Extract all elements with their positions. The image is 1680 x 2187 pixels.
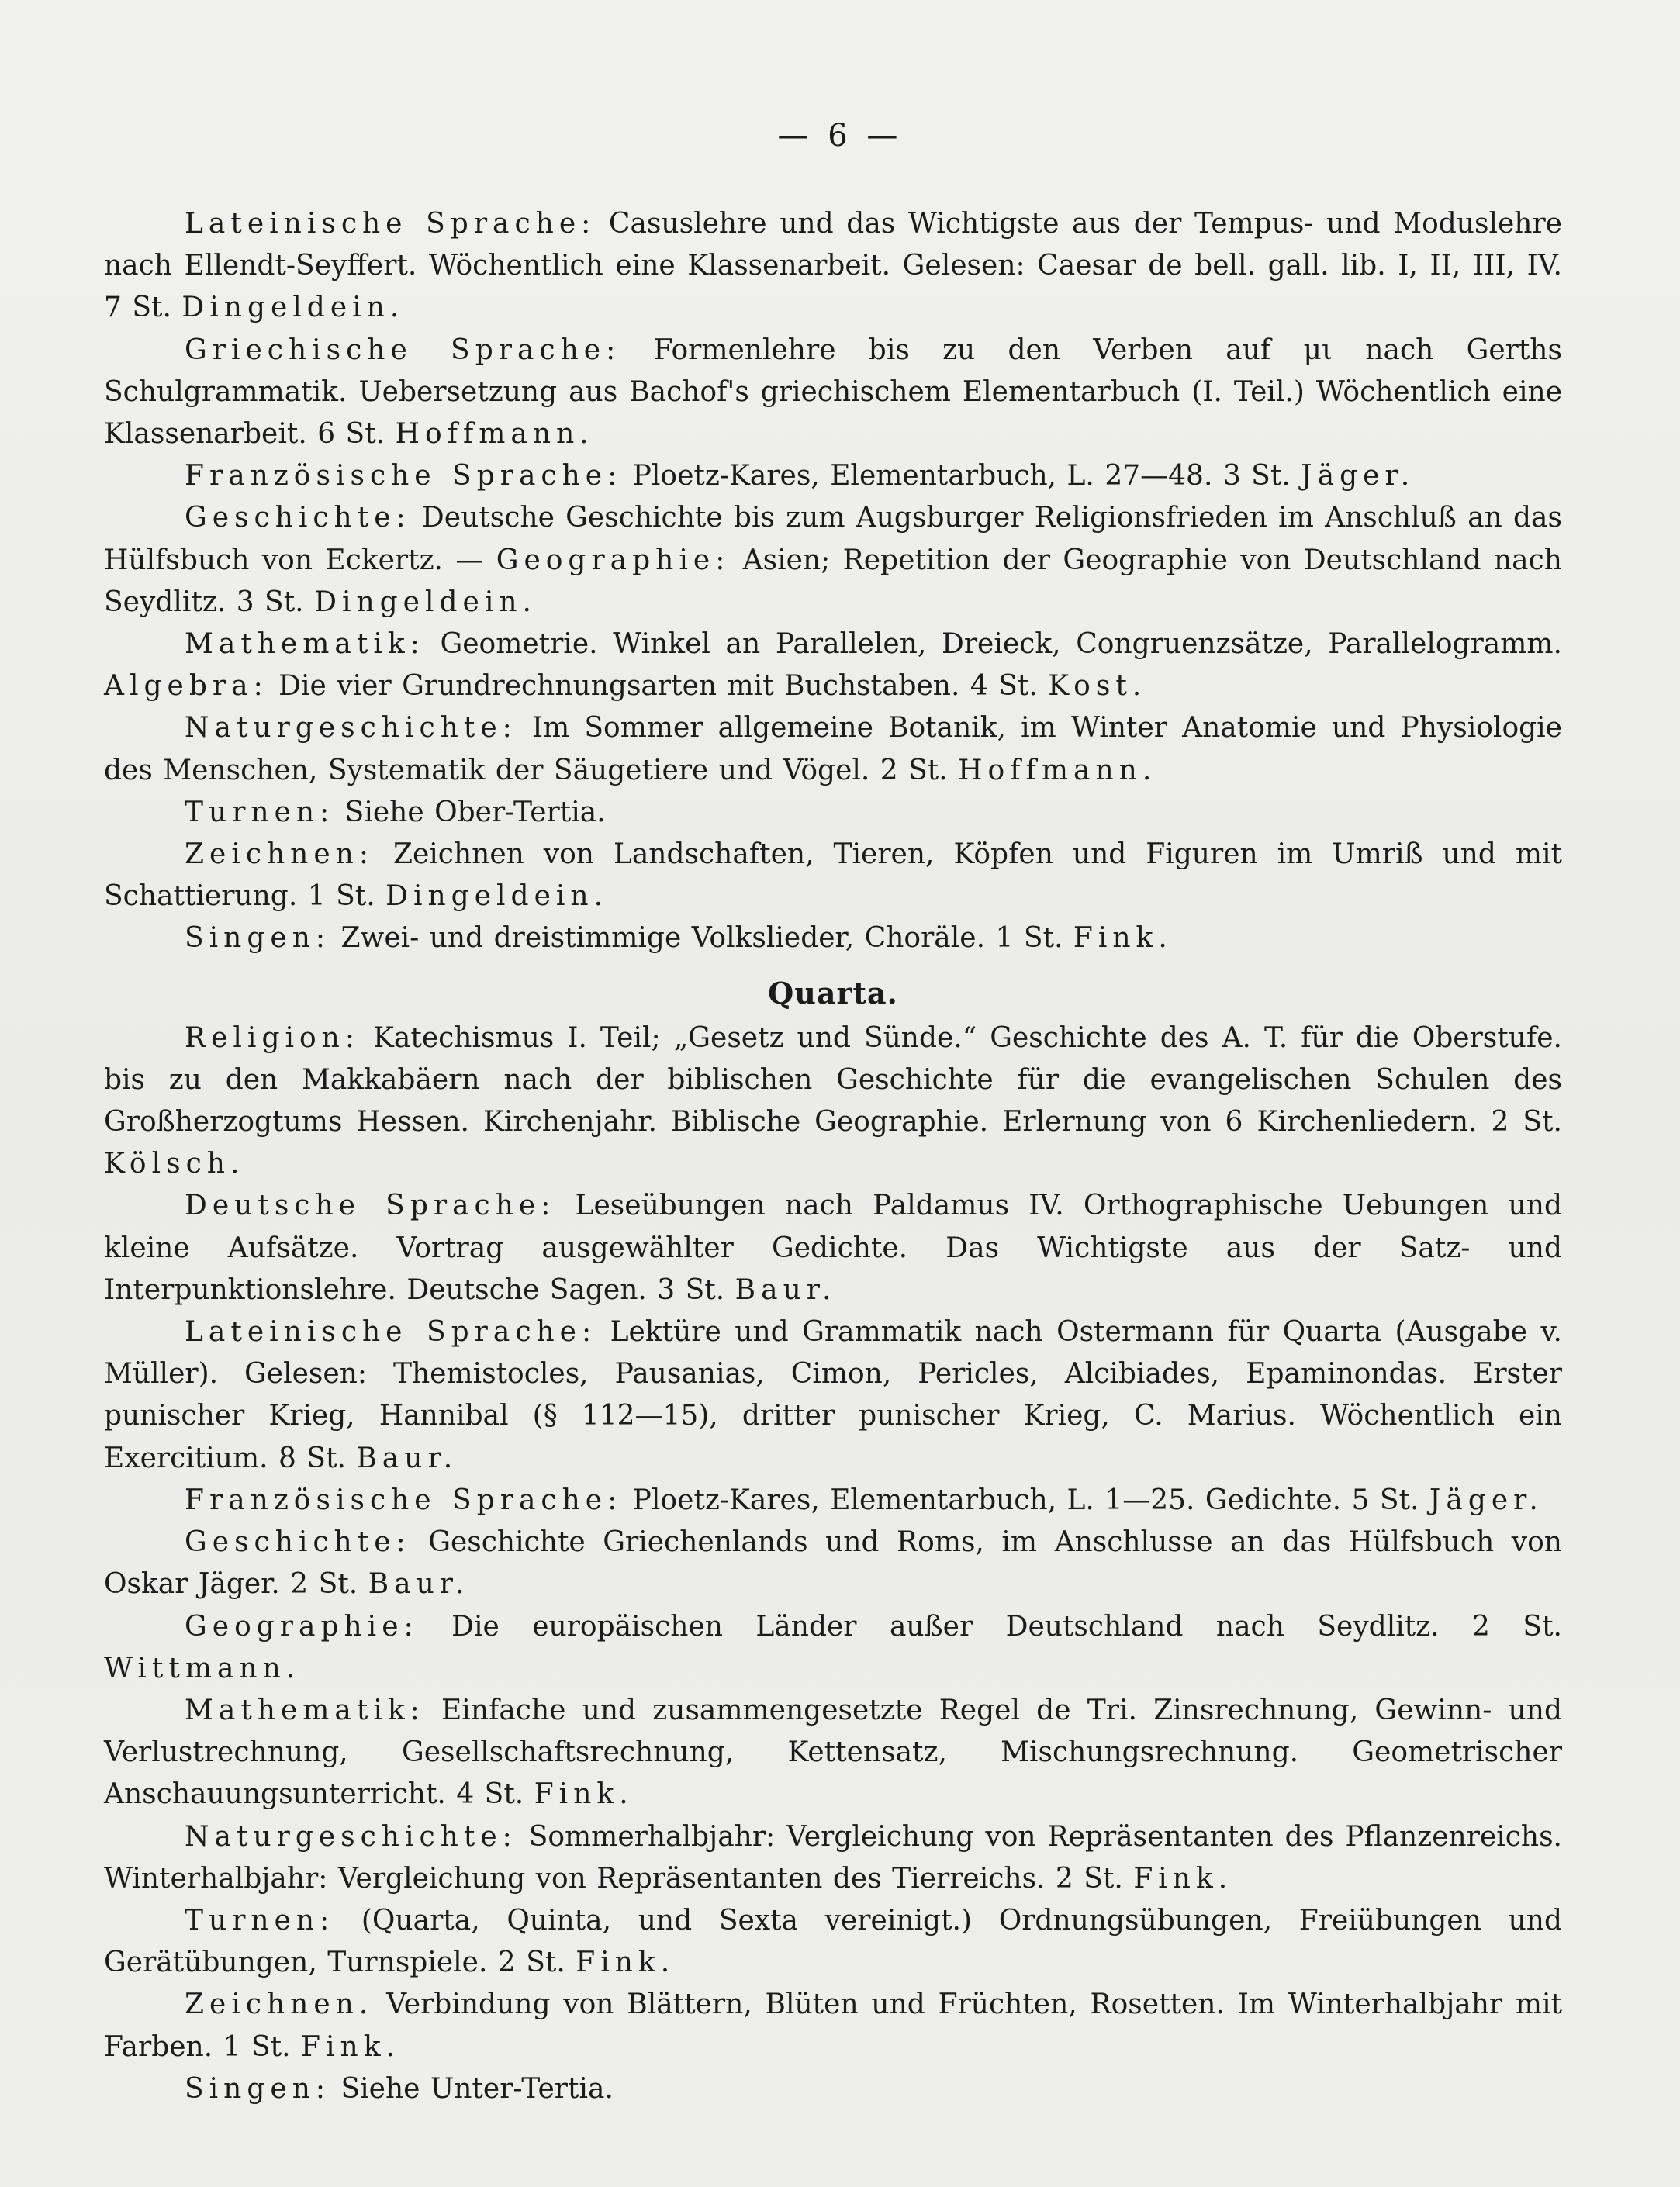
subject-paragraph <box>104 1311 1562 1480</box>
subject-text: Die europäischen Länder außer Deutschland nach Seydlitz. 2 St. <box>451 1610 1562 1643</box>
teacher-name: Fink. <box>1073 922 1173 955</box>
subject-paragraph <box>104 792 1562 834</box>
subject-paragraph <box>104 455 1562 497</box>
subject-text: (Quarta, Quinta, und Sexta vereinigt.) Ordnungsübungen, Freiübungen und Gerätübungen, Turnspiele. 2 St. <box>104 1904 1562 1979</box>
teacher-name: Jäger. <box>1429 1484 1543 1516</box>
subject-text: Leseübungen nach Paldamus IV. Orthographische Uebungen und kleine Aufsätze. Vortrag ausgewählter Gedichte. Das Wichtigste aus der Satz- und Interpunktionslehre. Deutsche Sagen. 3 St. <box>104 1190 1562 1306</box>
subject-label: Singen: <box>185 2072 331 2105</box>
subject-label: Turnen: <box>185 796 335 828</box>
subject-paragraph <box>104 1816 1562 1900</box>
subject-label: Mathematik: <box>185 628 425 661</box>
subject-paragraph <box>104 1690 1562 1816</box>
subject-text: Zeichnen von Landschaften, Tieren, Köpfen und Figuren im Umriß und mit Schattierung. 1 St. <box>104 838 1562 913</box>
section-title-quarta: Quarta. <box>768 975 898 1011</box>
subject-text: Sommerhalbjahr: Vergleichung von Repräsentanten des Pflanzenreichs. Winterhalbjahr: Vergleichung von Repräsentanten des Tierreichs. 2 St. <box>104 1820 1562 1895</box>
subject-paragraph <box>104 2068 1562 2110</box>
teacher-name: Dingeldein. <box>314 586 537 618</box>
teacher-name: Kost. <box>1048 670 1147 703</box>
subject-text-secondary: Die vier Grundrechnungsarten mit Buchstaben. 4 St. <box>278 670 1038 703</box>
subject-paragraph <box>104 1017 1562 1186</box>
subject-label: Singen: <box>185 922 331 955</box>
subject-text: Zwei- und dreistimmige Volkslieder, Choräle. 1 St. <box>340 922 1063 955</box>
subject-label: Turnen: <box>185 1904 335 1937</box>
subject-label: Geschichte: <box>185 1526 411 1559</box>
teacher-name: Baur. <box>368 1568 470 1601</box>
subject-text: Siehe Unter-Tertia. <box>340 2072 614 2105</box>
subject-label: Französische Sprache: <box>185 460 623 492</box>
subject-text: Im Sommer allgemeine Botanik, im Winter Anatomie und Physiologie des Menschen, Systematik der Säugetiere und Vögel. 2 St. <box>104 712 1562 786</box>
subject-paragraph <box>104 834 1562 917</box>
subject-text-secondary: Asien; Repetition der Geographie von Deutschland nach Seydlitz. 3 St. <box>104 544 1562 618</box>
subject-paragraph <box>104 917 1562 959</box>
subject-label: Lateinische Sprache: <box>185 1316 597 1349</box>
subject-label: Geographie: <box>185 1610 419 1643</box>
subject-paragraph <box>104 1185 1562 1311</box>
subject-text: Formenlehre bis zu den Verben auf μι nach Gerths Schulgrammatik. Uebersetzung aus Bachof's griechischem Elementarbuch (I. Teil.) Wöchentlich eine Klassenarbeit. 6 St. <box>104 333 1562 451</box>
subject-paragraph <box>104 1900 1562 1984</box>
teacher-name: Baur. <box>735 1273 837 1306</box>
subject-text: Katechismus I. Teil; „Gesetz und Sünde.“ Geschichte des A. T. für die Oberstufe. bis zu den Makkabäern nach der biblischen Geschichte für die evangelischen Schulen des Großherzogtums Hessen. Kirchenjahr. Biblische Geographie. Erlernung von 6 Kirchenliedern. 2 St. <box>104 1021 1563 1138</box>
subject-label: Naturgeschichte: <box>185 712 517 745</box>
subject-label: Geschichte: <box>185 502 411 534</box>
subject-paragraph <box>104 1522 1562 1605</box>
subject-label-secondary: Algebra: <box>104 670 268 703</box>
teacher-name: Fink. <box>1133 1862 1233 1895</box>
teacher-name: Baur. <box>356 1442 458 1474</box>
subject-text: Siehe Ober-Tertia. <box>344 796 606 828</box>
subject-text: Casuslehre und das Wichtigste aus der Tempus- und Moduslehre nach Ellendt-Seyffert. Wöchentlich eine Klassenarbeit. Gelesen: Caesar de bell. gall. lib. I, II, III, IV. 7 St. <box>104 208 1562 324</box>
subject-paragraph <box>104 497 1562 624</box>
section-quarta <box>104 1017 1562 2110</box>
subject-label: Lateinische Sprache: <box>185 208 596 240</box>
subject-paragraph <box>104 1984 1562 2068</box>
subject-label: Naturgeschichte: <box>185 1820 517 1853</box>
subject-text: Ploetz-Kares, Elementarbuch, L. 1—25. Gedichte. 5 St. <box>632 1484 1419 1516</box>
subject-paragraph <box>104 707 1562 791</box>
teacher-name: Fink. <box>534 1778 634 1811</box>
teacher-name: Dingeldein. <box>385 880 609 913</box>
page-number: — 6 — <box>777 118 903 154</box>
subject-paragraph <box>104 1480 1562 1522</box>
subject-label-secondary: Geographie: <box>496 544 731 576</box>
page-body <box>104 203 1562 2110</box>
subject-label: Französische Sprache: <box>185 1484 623 1516</box>
subject-label: Religion: <box>185 1021 360 1054</box>
subject-paragraph <box>104 624 1562 707</box>
subject-text: Ploetz-Kares, Elementarbuch, L. 27—48. 3 St. <box>632 460 1291 492</box>
subject-paragraph <box>104 1606 1562 1690</box>
teacher-name: Dingeldein. <box>181 292 405 324</box>
teacher-name: Hoffmann. <box>958 754 1157 786</box>
subject-label: Zeichnen. <box>185 1988 374 2021</box>
subject-text: Geometrie. Winkel an Parallelen, Dreieck, Congruenzsätze, Parallelogramm. <box>440 628 1562 661</box>
teacher-name: Fink. <box>301 2030 400 2063</box>
section-upper-classes <box>104 203 1562 960</box>
subject-text: Lektüre und Grammatik nach Ostermann für Quarta (Ausgabe v. Müller). Gelesen: Themistocles, Pausanias, Cimon, Pericles, Alcibiades, Epaminondas. Erster punischer Krieg, Hannibal (§ 112—15), dritter punischer Krieg, C. Marius. Wöchentlich ein Exercitium. 8 St. <box>104 1316 1562 1474</box>
teacher-name: Jäger. <box>1301 460 1416 492</box>
subject-text: Geschichte Griechenlands und Roms, im Anschlusse an das Hülfsbuch von Oskar Jäger. 2 St. <box>104 1526 1562 1601</box>
subject-label: Griechische Sprache: <box>185 333 621 366</box>
subject-text: Deutsche Geschichte bis zum Augsburger Religionsfrieden im Anschluß an das Hülfsbuch von Eckertz. — <box>104 502 1562 576</box>
teacher-name: Kölsch. <box>104 1148 245 1180</box>
teacher-name: Fink. <box>576 1947 676 1979</box>
teacher-name: Hoffmann. <box>395 418 594 451</box>
subject-label: Mathematik: <box>185 1694 425 1726</box>
teacher-name: Wittmann. <box>104 1652 301 1684</box>
subject-label: Deutsche Sprache: <box>185 1190 556 1222</box>
subject-text: Verbindung von Blättern, Blüten und Früchten, Rosetten. Im Winterhalbjahr mit Farben. 1 St. <box>104 1988 1562 2063</box>
subject-text: Einfache und zusammengesetzte Regel de Tri. Zinsrechnung, Gewinn- und Verlustrechnung, Gesellschaftsrechnung, Kettensatz, Mischungsrechnung. Geometrischer Anschauungsunterricht. 4 St. <box>104 1694 1562 1811</box>
subject-paragraph <box>104 203 1562 330</box>
subject-label: Zeichnen: <box>185 838 374 871</box>
subject-paragraph <box>104 330 1562 456</box>
